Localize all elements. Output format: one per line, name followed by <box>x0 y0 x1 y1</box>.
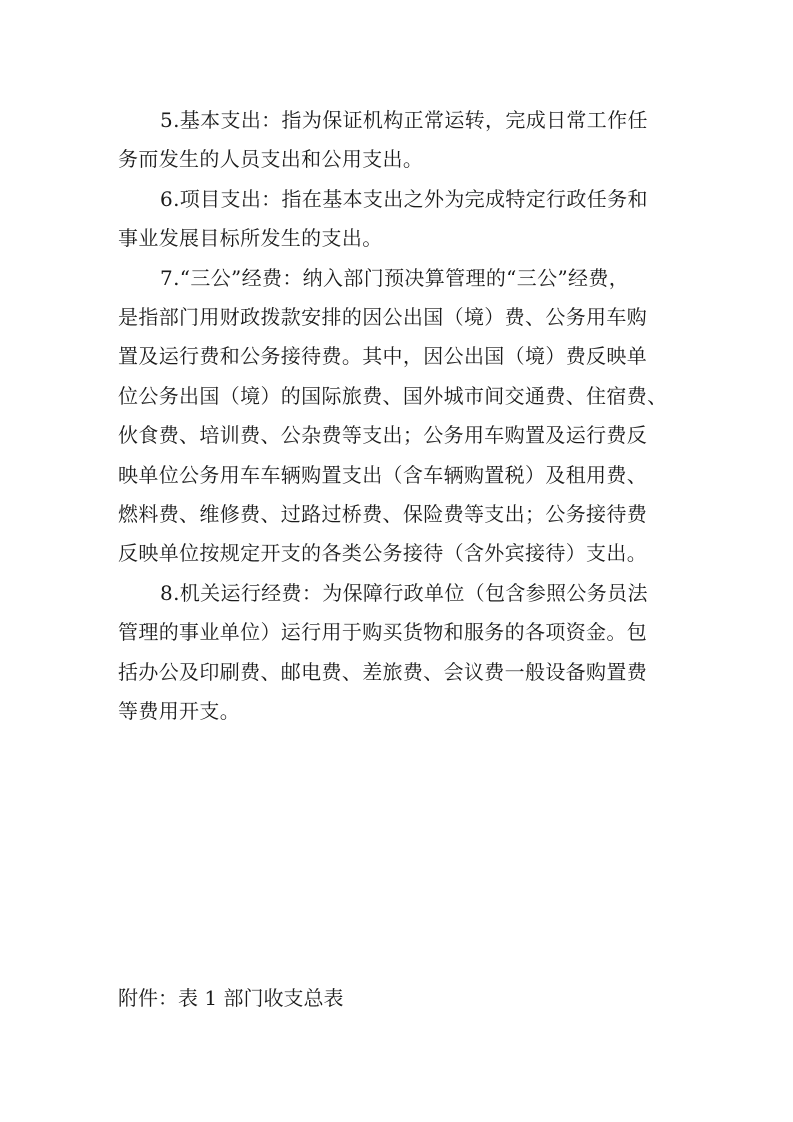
paragraph-7-line-5: 伙食费、培训费、公杂费等支出；公务用车购置及运行费反 <box>118 423 648 447</box>
paragraph-7-line-6: 映单位公务用车车辆购置支出（含车辆购置税）及租用费、 <box>118 463 648 487</box>
paragraph-7-line-8: 反映单位按规定开支的各类公务接待（含外宾接待）支出。 <box>118 541 648 565</box>
paragraph-6-line-1: 6.项目支出：指在基本支出之外为完成特定行政任务和 <box>160 187 648 211</box>
paragraph-8-line-3: 括办公及印刷费、邮电费、差旅费、会议费一般设备购置费 <box>118 660 648 684</box>
attachment-note: 附件：表 1 部门收支总表 <box>118 986 344 1010</box>
paragraph-8-line-2: 管理的事业单位）运行用于购买货物和服务的各项资金。包 <box>118 620 648 644</box>
paragraph-7-line-1: 7.“三公”经费：纳入部门预决算管理的“三公”经费， <box>160 266 630 290</box>
paragraph-7-line-4: 位公务出国（境）的国际旅费、国外城市间交通费、住宿费、 <box>118 384 668 408</box>
paragraph-7-line-7: 燃料费、维修费、过路过桥费、保险费等支出；公务接待费 <box>118 502 648 526</box>
paragraph-7-line-3: 置及运行费和公务接待费。其中，因公出国（境）费反映单 <box>118 344 648 368</box>
paragraph-7-line-2: 是指部门用财政拨款安排的因公出国（境）费、公务用车购 <box>118 305 648 329</box>
paragraph-8-line-4: 等费用开支。 <box>118 699 241 723</box>
paragraph-5-line-1: 5.基本支出：指为保证机构正常运转，完成日常工作任 <box>160 108 648 132</box>
paragraph-5-line-2: 务而发生的人员支出和公用支出。 <box>118 147 424 171</box>
paragraph-6-line-2: 事业发展目标所发生的支出。 <box>118 226 383 250</box>
paragraph-8-line-1: 8.机关运行经费：为保障行政单位（包含参照公务员法 <box>160 581 648 605</box>
